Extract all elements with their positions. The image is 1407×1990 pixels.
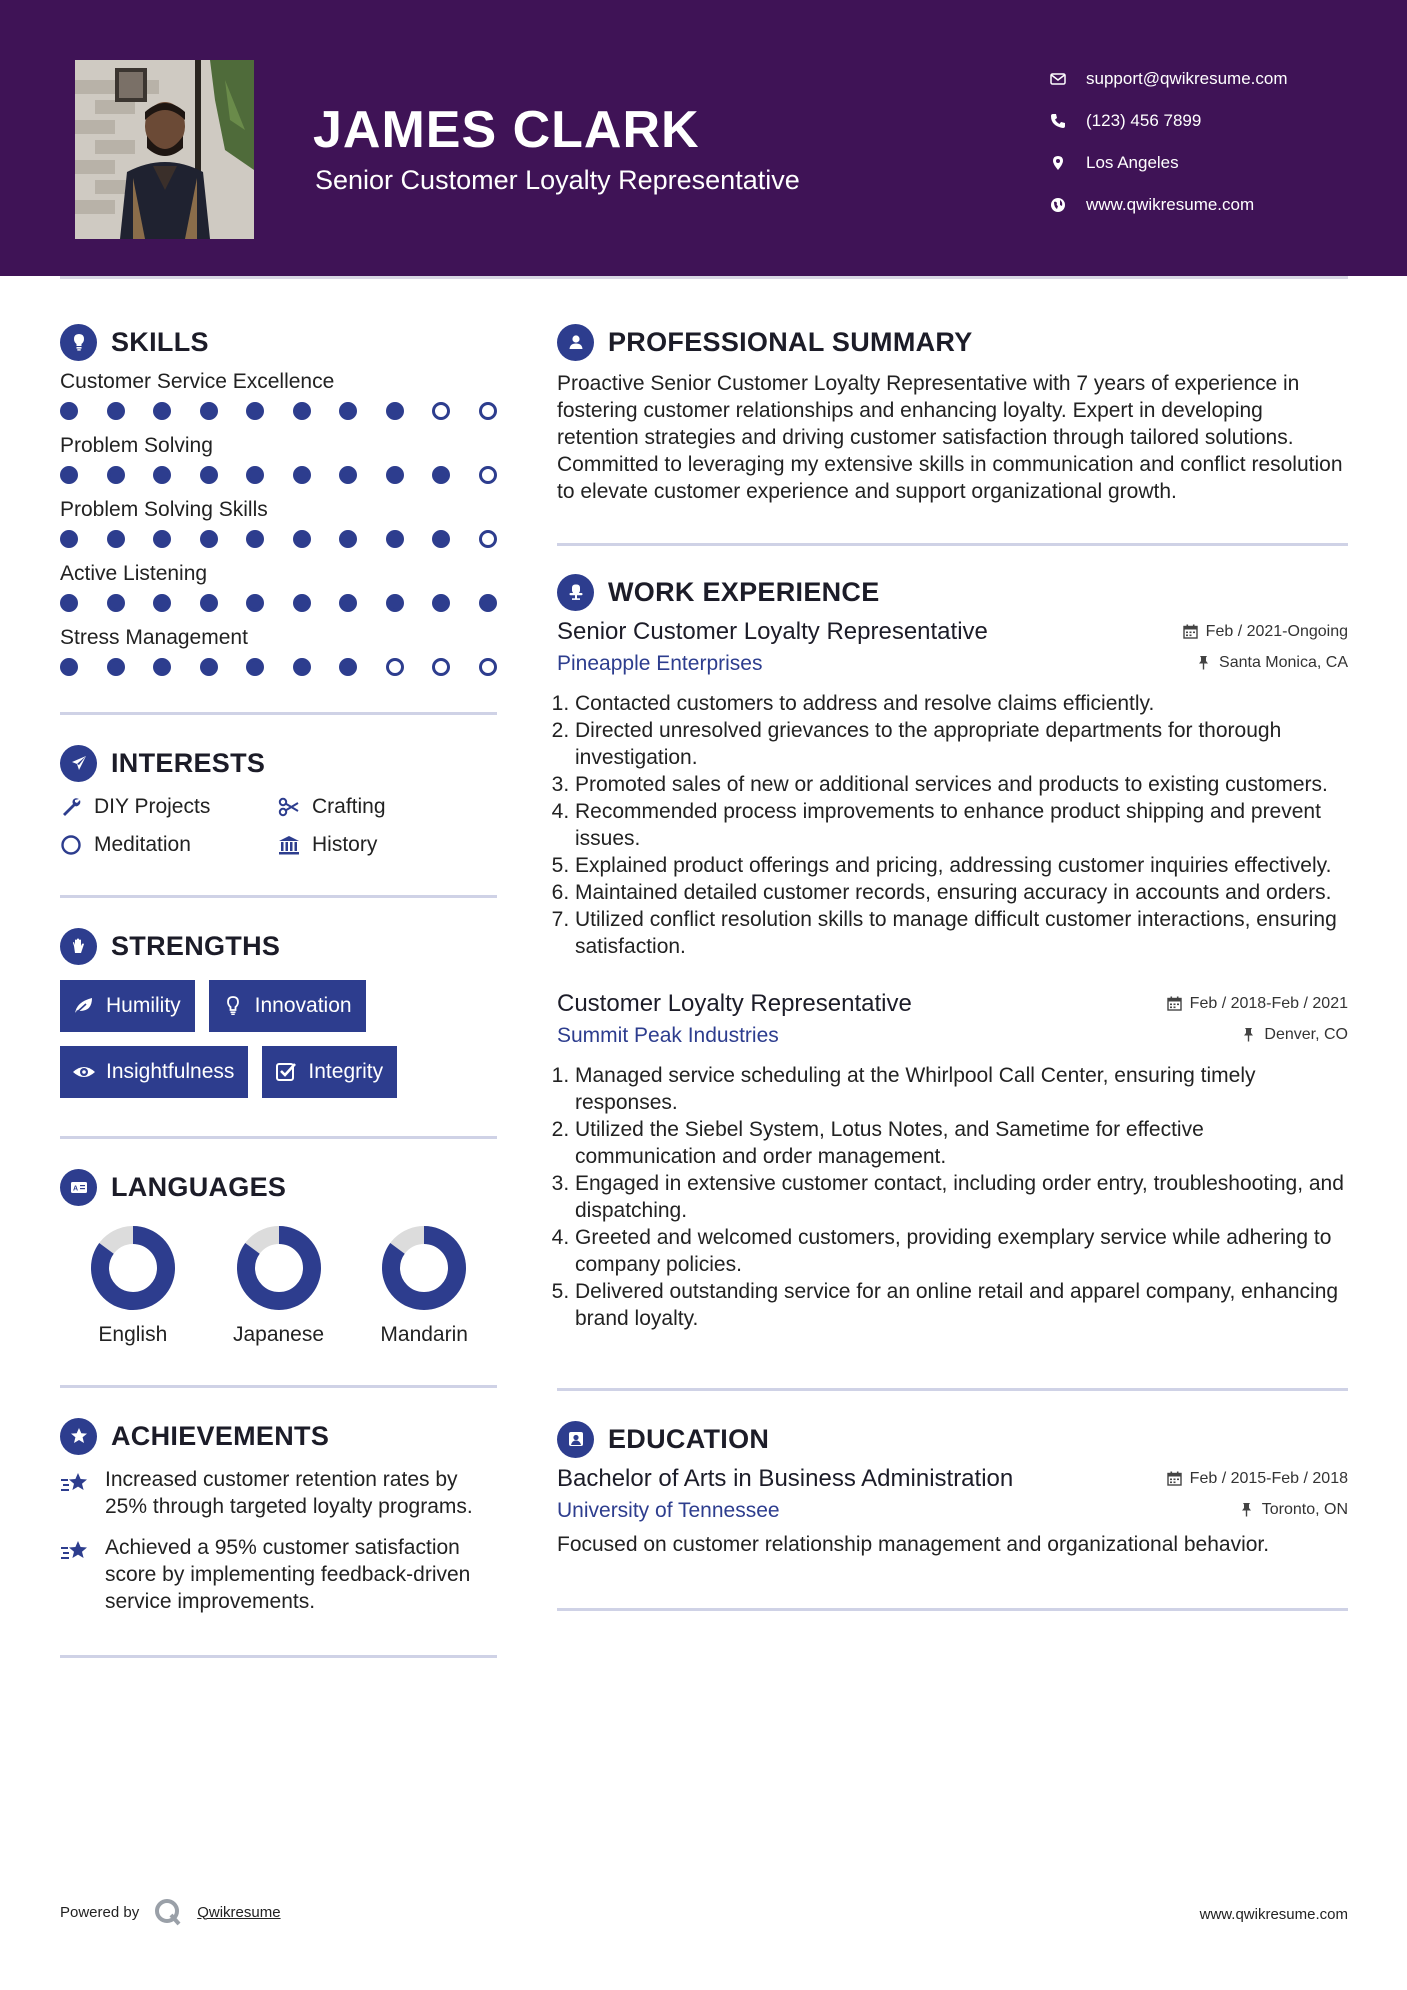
summary-heading bbox=[557, 322, 1348, 362]
job-bullet: 4. Recommended process improvements to enhance product shipping and prevent issues. bbox=[575, 798, 1348, 852]
rating-dot-filled bbox=[339, 530, 357, 548]
education-dates bbox=[1167, 1470, 1348, 1488]
circle-icon bbox=[60, 834, 82, 856]
footer-url[interactable]: www.qwikresume.com bbox=[1199, 1906, 1348, 1923]
wrench-icon bbox=[60, 796, 82, 818]
job-company: Summit Peak Industries bbox=[557, 1024, 779, 1047]
rating-dot-empty bbox=[386, 658, 404, 676]
achievement-item bbox=[60, 1466, 497, 1520]
skill-rating bbox=[60, 402, 497, 420]
contact-location-text: Los Angeles bbox=[1086, 153, 1179, 172]
star-icon bbox=[60, 1536, 92, 1568]
rating-dot-filled bbox=[293, 594, 311, 612]
calendar-icon bbox=[1183, 624, 1198, 639]
contact-phone-text: (123) 456 7899 bbox=[1086, 111, 1202, 130]
job-location-text: Santa Monica, CA bbox=[1219, 653, 1348, 671]
right-column bbox=[557, 322, 1348, 1611]
footer-powered-by bbox=[60, 1897, 281, 1927]
strength-label: Innovation bbox=[254, 994, 352, 1017]
pushpin-icon bbox=[1239, 1502, 1254, 1517]
eye-icon bbox=[72, 1060, 96, 1084]
rating-dot-filled bbox=[153, 658, 171, 676]
achievements-list bbox=[60, 1466, 497, 1615]
rating-dot-filled bbox=[200, 658, 218, 676]
rating-dot-filled bbox=[107, 466, 125, 484]
contact-list bbox=[1050, 58, 1288, 226]
strength-label: Humility bbox=[106, 994, 181, 1017]
section-divider bbox=[557, 1388, 1348, 1391]
interests-heading bbox=[60, 743, 497, 783]
job-dates-text: Feb / 2021-Ongoing bbox=[1205, 622, 1348, 640]
job-bullet: 5. Explained product offerings and pricing, addressing customer inquiries effectively. bbox=[575, 852, 1348, 879]
job-bullet: 3. Engaged in extensive customer contact, including order entry, troubleshooting, and dispatching. bbox=[575, 1170, 1348, 1224]
experience-title: WORK EXPERIENCE bbox=[608, 576, 880, 607]
rating-dot-filled bbox=[386, 466, 404, 484]
pushpin-icon bbox=[1241, 1027, 1256, 1042]
user-icon bbox=[557, 324, 594, 361]
left-column bbox=[60, 322, 497, 1658]
education-dates-text: Feb / 2015-Feb / 2018 bbox=[1189, 1469, 1348, 1487]
rating-dot-filled bbox=[386, 594, 404, 612]
education-heading bbox=[557, 1419, 1348, 1459]
job-bullet: 2. Directed unresolved grievances to the appropriate departments for thorough investigation. bbox=[575, 717, 1348, 771]
strength-tag bbox=[209, 980, 366, 1032]
job-bullet: 1. Managed service scheduling at the Whirlpool Call Center, ensuring timely responses. bbox=[575, 1062, 1348, 1116]
skill-name: Problem Solving bbox=[60, 434, 213, 457]
rating-dot-filled bbox=[153, 466, 171, 484]
strengths-heading bbox=[60, 926, 497, 966]
language-item bbox=[60, 1225, 206, 1347]
rating-dot-filled bbox=[246, 594, 264, 612]
language-name: Japanese bbox=[232, 1323, 325, 1346]
skills-list bbox=[60, 370, 497, 676]
languages-title: LANGUAGES bbox=[111, 1171, 287, 1202]
degree-title: Bachelor of Arts in Business Administration bbox=[557, 1465, 1014, 1492]
language-name: Mandarin bbox=[380, 1323, 468, 1346]
language-name: English bbox=[98, 1323, 168, 1346]
contact-website[interactable] bbox=[1050, 184, 1288, 226]
skill-name: Stress Management bbox=[60, 626, 248, 649]
lightbulb-icon bbox=[221, 994, 245, 1018]
leaf-icon bbox=[72, 994, 96, 1018]
achievements-heading bbox=[60, 1416, 497, 1456]
rating-dot-filled bbox=[107, 594, 125, 612]
strength-label: Insightfulness bbox=[106, 1060, 235, 1083]
education-entry bbox=[557, 1465, 1348, 1558]
strengths-title: STRENGTHS bbox=[111, 930, 281, 961]
skills-heading bbox=[60, 322, 497, 362]
contact-location bbox=[1050, 142, 1288, 184]
interest-item bbox=[278, 795, 496, 819]
summary-title: PROFESSIONAL SUMMARY bbox=[608, 326, 973, 357]
job-bullet: 6. Maintained detailed customer records, ensuring accuracy in accounts and orders. bbox=[575, 879, 1348, 906]
skills-title: SKILLS bbox=[111, 326, 209, 357]
rating-dot-empty bbox=[432, 658, 450, 676]
job-bullet: 1. Contacted customers to address and resolve claims efficiently. bbox=[575, 690, 1348, 717]
rating-dot-filled bbox=[200, 466, 218, 484]
resume-header bbox=[0, 0, 1407, 276]
experience-heading bbox=[557, 572, 1348, 612]
achievement-text: Achieved a 95% customer satisfaction score by implementing feedback-driven service improvements. bbox=[105, 1536, 471, 1613]
interest-label: History bbox=[312, 833, 378, 856]
rating-dot-filled bbox=[246, 658, 264, 676]
rating-dot-filled bbox=[153, 530, 171, 548]
rating-dot-filled bbox=[246, 530, 264, 548]
qwikresume-logo-icon bbox=[153, 1897, 183, 1927]
job-location bbox=[1241, 1026, 1348, 1044]
rating-dot-filled bbox=[60, 530, 78, 548]
job-dates bbox=[1183, 623, 1348, 641]
rating-dot-empty bbox=[432, 402, 450, 420]
rating-dot-filled bbox=[60, 466, 78, 484]
skill-rating bbox=[60, 658, 497, 676]
candidate-name: JAMES CLARK bbox=[313, 101, 700, 159]
strength-tag bbox=[60, 980, 195, 1032]
paper-plane-icon bbox=[60, 745, 97, 782]
rating-dot-empty bbox=[479, 658, 497, 676]
job-bullet: 4. Greeted and welcomed customers, providing exemplary service while adhering to company policies. bbox=[575, 1224, 1348, 1278]
job-company: Pineapple Enterprises bbox=[557, 652, 763, 675]
proficiency-ring bbox=[381, 1225, 467, 1311]
rating-dot-filled bbox=[200, 402, 218, 420]
language-icon bbox=[60, 1169, 97, 1206]
skill-rating bbox=[60, 530, 497, 548]
rating-dot-empty bbox=[479, 402, 497, 420]
globe-icon bbox=[1050, 197, 1086, 213]
contact-email-text: support@qwikresume.com bbox=[1086, 69, 1288, 88]
profile-photo bbox=[75, 60, 254, 239]
education-location-text: Toronto, ON bbox=[1261, 1500, 1348, 1518]
candidate-title: Senior Customer Loyalty Representative bbox=[315, 165, 800, 195]
section-divider bbox=[60, 1385, 497, 1388]
rating-dot-filled bbox=[479, 594, 497, 612]
header-divider bbox=[60, 276, 1348, 279]
powered-by-text: Powered by bbox=[60, 1903, 140, 1921]
section-divider bbox=[60, 1136, 497, 1139]
graduate-icon bbox=[557, 1421, 594, 1458]
achievement-item bbox=[60, 1534, 497, 1615]
achievement-text: Increased customer retention rates by 25% through targeted loyalty programs. bbox=[105, 1468, 473, 1518]
rating-dot-filled bbox=[339, 658, 357, 676]
calendar-icon bbox=[1167, 1471, 1182, 1486]
map-pin-icon bbox=[1050, 155, 1086, 171]
rating-dot-filled bbox=[293, 658, 311, 676]
envelope-icon bbox=[1050, 71, 1086, 87]
rating-dot-filled bbox=[246, 402, 264, 420]
svg-text:A: A bbox=[72, 1185, 78, 1193]
job-dates bbox=[1167, 995, 1348, 1013]
rating-dot-filled bbox=[60, 594, 78, 612]
star-icon bbox=[60, 1468, 92, 1500]
rating-dot-filled bbox=[432, 466, 450, 484]
school-name: University of Tennessee bbox=[557, 1499, 780, 1522]
phone-icon bbox=[1050, 113, 1086, 129]
star-badge-icon bbox=[60, 1418, 97, 1455]
rating-dot-filled bbox=[293, 466, 311, 484]
interest-item bbox=[60, 795, 278, 819]
job-location-text: Denver, CO bbox=[1264, 1025, 1348, 1043]
pushpin-icon bbox=[1196, 655, 1211, 670]
rating-dot-filled bbox=[293, 402, 311, 420]
proficiency-ring bbox=[236, 1225, 322, 1311]
rating-dot-filled bbox=[293, 530, 311, 548]
contact-email[interactable] bbox=[1050, 58, 1288, 100]
strengths-list bbox=[60, 980, 497, 1098]
rating-dot-filled bbox=[60, 658, 78, 676]
rating-dot-filled bbox=[386, 530, 404, 548]
rating-dot-filled bbox=[153, 594, 171, 612]
rating-dot-filled bbox=[107, 530, 125, 548]
rating-dot-filled bbox=[246, 466, 264, 484]
job-bullet: 5. Delivered outstanding service for an online retail and apparel company, enhancing brand loyalty. bbox=[575, 1278, 1348, 1332]
job-bullet: 3. Promoted sales of new or additional services and products to existing customers. bbox=[575, 771, 1348, 798]
scissors-icon bbox=[278, 796, 300, 818]
job-location bbox=[1196, 654, 1348, 672]
section-divider bbox=[557, 1608, 1348, 1611]
rating-dot-filled bbox=[386, 402, 404, 420]
section-divider bbox=[557, 543, 1348, 546]
skill-name: Active Listening bbox=[60, 562, 208, 585]
interest-label: DIY Projects bbox=[94, 795, 211, 818]
rating-dot-filled bbox=[107, 402, 125, 420]
rating-dot-empty bbox=[479, 466, 497, 484]
rating-dot-filled bbox=[60, 402, 78, 420]
job-dates-text: Feb / 2018-Feb / 2021 bbox=[1189, 994, 1348, 1012]
skill-name: Customer Service Excellence bbox=[60, 370, 335, 393]
language-item bbox=[206, 1225, 352, 1347]
rating-dot-filled bbox=[339, 402, 357, 420]
language-item bbox=[351, 1225, 497, 1347]
rating-dot-filled bbox=[107, 658, 125, 676]
job-title: Customer Loyalty Representative bbox=[557, 990, 912, 1017]
languages-heading bbox=[60, 1167, 497, 1207]
briefcase-icon bbox=[557, 574, 594, 611]
education-description: Focused on customer relationship management and organizational behavior. bbox=[557, 1533, 1270, 1556]
job-entry bbox=[557, 990, 1348, 1332]
job-bullet: 7. Utilized conflict resolution skills to manage difficult customer interactions, ensuring satisfaction. bbox=[575, 906, 1348, 960]
job-entry bbox=[557, 618, 1348, 960]
lightbulb-icon bbox=[60, 324, 97, 361]
interest-label: Crafting bbox=[312, 795, 386, 818]
job-bullets bbox=[557, 690, 1348, 960]
rating-dot-filled bbox=[153, 402, 171, 420]
interest-item bbox=[278, 833, 496, 857]
section-divider bbox=[60, 895, 497, 898]
rating-dot-filled bbox=[200, 594, 218, 612]
rating-dot-empty bbox=[479, 530, 497, 548]
hand-icon bbox=[60, 928, 97, 965]
bank-icon bbox=[278, 834, 300, 856]
languages-list bbox=[60, 1225, 497, 1347]
achievements-title: ACHIEVEMENTS bbox=[111, 1420, 330, 1451]
contact-phone[interactable] bbox=[1050, 100, 1288, 142]
interests-list bbox=[60, 795, 497, 857]
calendar-icon bbox=[1167, 996, 1182, 1011]
skill-rating bbox=[60, 466, 497, 484]
job-bullets bbox=[557, 1062, 1348, 1332]
rating-dot-filled bbox=[200, 530, 218, 548]
section-divider bbox=[60, 712, 497, 715]
interest-item bbox=[60, 833, 278, 857]
job-bullet: 2. Utilized the Siebel System, Lotus Notes, and Sametime for effective communication and order management. bbox=[575, 1116, 1348, 1170]
rating-dot-filled bbox=[432, 594, 450, 612]
contact-website-text: www.qwikresume.com bbox=[1086, 195, 1255, 214]
interests-title: INTERESTS bbox=[111, 747, 266, 778]
rating-dot-filled bbox=[432, 530, 450, 548]
education-location bbox=[1239, 1501, 1348, 1519]
education-title: EDUCATION bbox=[608, 1423, 770, 1454]
job-title: Senior Customer Loyalty Representative bbox=[557, 618, 988, 645]
interest-label: Meditation bbox=[94, 833, 191, 856]
proficiency-ring bbox=[90, 1225, 176, 1311]
summary-text: Proactive Senior Customer Loyalty Representative with 7 years of experience in fostering customer relationships and enhancing loyalty. Expert in developing retention strategies and driving customer satisfaction through tailored solutions. Committed to leveraging my extensive skills in communication and conflict resolution to elevate customer experience and support organizational growth. bbox=[557, 372, 1343, 503]
strength-tag bbox=[60, 1046, 248, 1098]
section-divider bbox=[60, 1655, 497, 1658]
skill-name: Problem Solving Skills bbox=[60, 498, 268, 521]
rating-dot-filled bbox=[339, 594, 357, 612]
strength-label: Integrity bbox=[308, 1060, 384, 1083]
rating-dot-filled bbox=[339, 466, 357, 484]
skill-rating bbox=[60, 594, 497, 612]
strength-tag bbox=[262, 1046, 397, 1098]
brand-link[interactable]: Qwikresume bbox=[197, 1903, 281, 1921]
check-square-icon bbox=[274, 1060, 298, 1084]
